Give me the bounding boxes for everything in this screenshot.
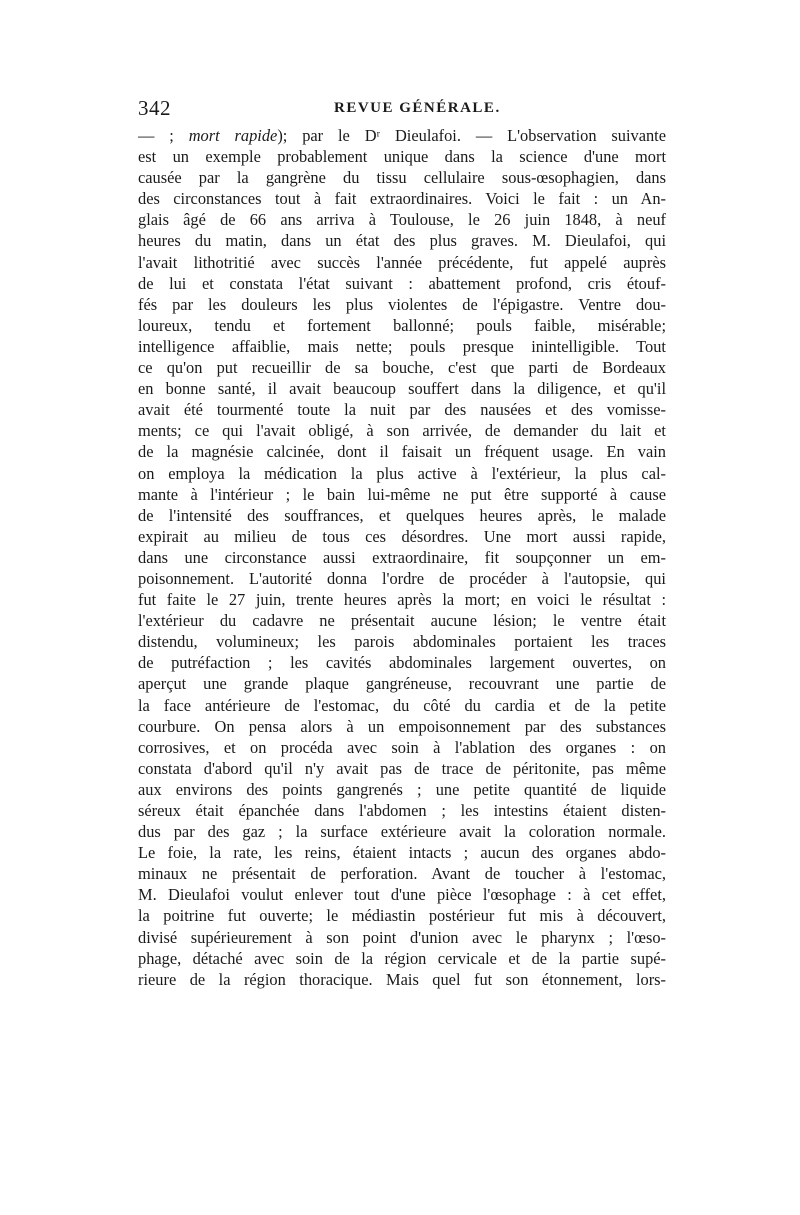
text-line: avait été tourmenté toute la nuit par des nausées et des vomisse- [138,400,666,420]
text-line: poisonnement. L'autorité donna l'ordre de procéder à l'autopsie, qui [138,568,666,588]
text-line: dans une circonstance aussi extraordinaire, fit soupçonner un em- [138,547,666,567]
text-line: de putréfaction ; les cavités abdominales largement ouvertes, on [138,653,666,673]
text-line: loureux, tendu et fortement ballonné; pouls faible, misérable; [138,315,666,335]
text-line: aperçut une grande plaque gangréneuse, recouvrant une partie de [138,674,666,694]
text-line: séreux était épanchée dans l'abdomen ; les intestins étaient disten- [138,801,666,820]
text-line: ments; ce qui l'avait obligé, à son arrivée, de demander du lait et [138,421,666,441]
text-line: rieure de la région thoracique. Mais quel fut son étonnement, lors- [138,969,666,989]
text-line: glais âgé de 66 ans arriva à Toulouse, le 26 juin 1848, à neuf [138,210,666,230]
text-line: ce qu'on put recueillir de sa bouche, c'est que parti de Bordeaux [138,358,666,378]
text-line: corrosives, et on procéda avec soin à l'ablation des organes : on [138,737,666,757]
text-line: est un exemple probablement unique dans la science d'une mort [138,147,666,167]
page-number: 342 [138,96,171,120]
italic-term: mort rapide [188,126,278,145]
text-line: en bonne santé, il avait beaucoup souffert dans la diligence, et qu'il [138,379,666,399]
text-line: mante à l'intérieur ; le bain lui-même ne put être supporté à cause [138,484,666,504]
line-rest: ); par le Dʳ Dieulafoi. — L'observation suivante [277,126,666,145]
text-line: des circonstances tout à fait extraordinaires. Voici le fait : un An- [138,189,666,209]
text-line: heures du matin, dans un état des plus graves. M. Dieulafoi, qui [138,231,666,251]
running-head [138,96,666,122]
text-line: causée par la gangrène du tissu cellulaire sous-œsophagien, dans [138,168,666,188]
text-line: courbure. On pensa alors à un empoisonnement par des substances [138,716,666,736]
text-line: fut faite le 27 juin, trente heures après la mort; en voici le résultat : [138,590,666,610]
text-line: l'extérieur du cadavre ne présentait aucune lésion; le ventre était [138,611,666,631]
line-prefix: — ; [138,126,189,145]
text-line: distendu, volumineux; les parois abdominales portaient les traces [138,632,666,652]
text-line: la face antérieure de l'estomac, du côté du cardia et de la petite [138,695,666,715]
text-line: de la magnésie calcinée, dont il faisait un fréquent usage. En vain [138,442,666,462]
text-lines [138,146,666,990]
text-line: intelligence affaiblie, mais nette; pouls presque inintelligible. Tout [138,336,666,356]
text-line: minaux ne présentait de perforation. Avant de toucher à l'estomac, [138,864,666,884]
text-line: Le foie, la rate, les reins, étaient intacts ; aucun des organes abdo- [138,843,666,863]
text-line: on employa la médication la plus active à l'extérieur, la plus cal- [138,463,666,483]
text-line: la poitrine fut ouverte; le médiastin postérieur fut mis à découvert, [138,906,666,926]
text-line: divisé supérieurement à son point d'union avec le pharynx ; l'œso- [138,927,666,947]
text-line: phage, détaché avec soin de la région cervicale et de la partie supé- [138,948,666,968]
text-line: aux environs des points gangrenés ; une petite quantité de liquide [138,779,666,799]
text-line-first [138,125,666,146]
text-line: dus par des gaz ; la surface extérieure avait la coloration normale. [138,822,666,842]
text-line: constata d'abord qu'il n'y avait pas de trace de péritonite, pas même [138,758,666,778]
text-line: expirait au milieu de tous ces désordres. Une mort aussi rapide, [138,526,666,546]
text-line: de l'intensité des souffrances, et quelques heures après, le malade [138,505,666,525]
text-line: l'avait lithotritié avec succès l'année précédente, fut appelé auprès [138,252,666,272]
text-line: de lui et constata l'état suivant : abattement profond, cris étouf- [138,273,666,293]
text-line: M. Dieulafoi voulut enlever tout d'une pièce l'œsophage : à cet effet, [138,885,666,905]
text-line: fés par les douleurs les plus violentes de l'épigastre. Ventre dou- [138,294,666,314]
body-text [138,125,666,990]
running-title: REVUE GÉNÉRALE. [334,100,501,116]
